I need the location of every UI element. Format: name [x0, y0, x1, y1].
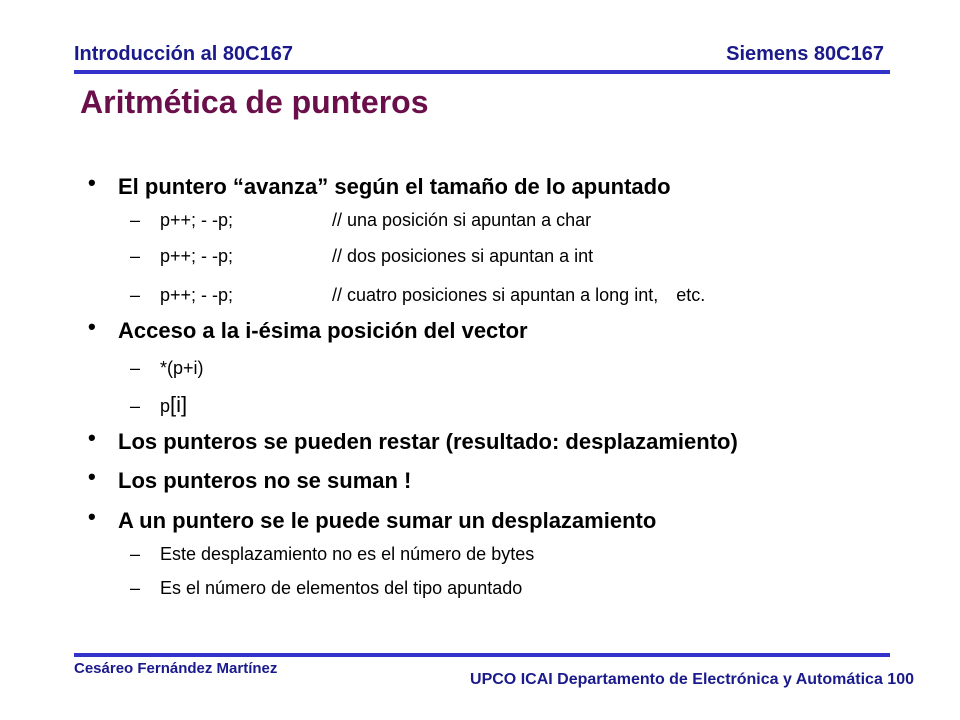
code-text: *(p+i) — [160, 358, 204, 378]
dash-icon: – — [130, 578, 141, 598]
sub-item — [130, 246, 594, 267]
code-index: [i] — [170, 392, 188, 417]
dash-icon: – — [130, 210, 141, 230]
code-text: p++; - -p; — [160, 246, 234, 266]
dash-icon: – — [130, 396, 141, 416]
bullet-icon: • — [88, 170, 96, 195]
comment-text: // una posición si apuntan a char — [332, 210, 592, 230]
bullet-text: Acceso a la i-ésima posición del vector — [118, 318, 528, 343]
bullet-icon: • — [88, 314, 96, 339]
bullet-icon: • — [88, 464, 96, 489]
bullet-text: A un puntero se le puede sumar un desplazamiento — [118, 508, 657, 533]
comment-main: // cuatro posiciones si apuntan a long int, — [332, 285, 659, 305]
code-text: p++; - -p; — [160, 210, 234, 230]
sub-item — [130, 358, 204, 379]
sub-item — [130, 210, 592, 231]
sub-item — [130, 578, 522, 599]
code-text: p — [160, 396, 171, 416]
footer-institution: UPCO ICAI Departamento de Electrónica y Automática 100 — [470, 671, 914, 688]
comment-text — [332, 285, 705, 306]
sub-item — [130, 285, 706, 306]
code-text: p++; - -p; — [160, 285, 234, 305]
sub-item — [130, 544, 534, 565]
bullet-icon: • — [88, 504, 96, 529]
bullet-text: Los punteros se pueden restar (resultado: desplazamiento) — [118, 429, 738, 454]
dash-icon: – — [130, 285, 141, 305]
dash-icon: – — [130, 544, 141, 564]
slide-title: Aritmética de punteros — [80, 84, 429, 120]
dash-icon: – — [130, 246, 141, 266]
footer-author: Cesáreo Fernández Martínez — [74, 660, 278, 677]
header-course-title: Introducción al 80C167 — [74, 43, 293, 65]
bullet-text: El puntero “avanza” según el tamaño de lo apuntado — [118, 174, 671, 199]
bullet-text: Los punteros no se suman ! — [118, 468, 412, 493]
comment-extra: etc. — [676, 285, 706, 305]
sub-text: Este desplazamiento no es el número de bytes — [160, 544, 535, 564]
bullet-icon: • — [88, 425, 96, 450]
comment-text: // dos posiciones si apuntan a int — [332, 246, 594, 266]
sub-item — [130, 392, 187, 418]
dash-icon: – — [130, 358, 141, 378]
footer-rule — [74, 653, 890, 657]
sub-text: Es el número de elementos del tipo apuntado — [160, 578, 523, 598]
header-subject: Siemens 80C167 — [726, 43, 884, 65]
